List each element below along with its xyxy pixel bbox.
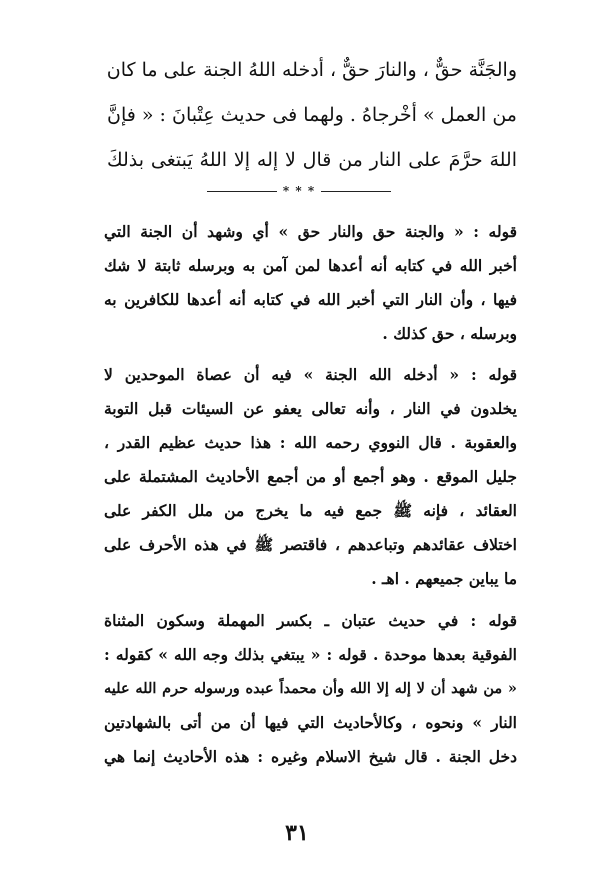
paragraph-line: ما يباين جميعهم . اهـ . [371, 569, 517, 588]
paragraph-line: الفوقية بعدها موحدة . قوله : « يبتغي بذلك وجه الله » كقوله : [104, 645, 517, 664]
paragraph-line: قوله : « والجنة حق والنار حق » أي وشهد أن الجنة التي [104, 222, 517, 241]
commentary-paragraph [104, 358, 517, 596]
paragraph-line: دخل الجنة . قال شيخ الاسلام وغيره : هذه الأحاديث إنما هي [104, 747, 517, 766]
paragraph-line: « من شهد أن لا إله إلا الله وأن محمداً عبده ورسوله حرم الله عليه [104, 680, 517, 697]
page-number: ٣١ [285, 820, 309, 846]
divider-rule-right [321, 191, 391, 192]
hadith-line: من العمل » أخْرجاهُ . ولهما فى حديث عِتْبانَ : « فإنَّ [107, 104, 517, 126]
section-divider [206, 181, 392, 201]
commentary-paragraph [104, 604, 517, 774]
hadith-line: اللهَ حرَّمَ على النار من قال لا إله إلا اللهُ يَبتغى بذلكَ [107, 149, 517, 171]
paragraph-line: قوله : في حديث عتبان ـ بكسر المهملة وسكون المثناة [104, 611, 517, 630]
paragraph-line: النار » ونحوه ، وكالأحاديث التي فيها أن من أتى بالشهادتين [104, 713, 517, 732]
paragraph-line: جليل الموقع . وهو أجمع أو من أجمع الأحاديث المشتملة على [104, 467, 517, 486]
hadith-text [107, 48, 517, 183]
paragraph-line: أخبر الله في كتابه أنه أعدها لمن آمن به وبرسله ثابتة لا شك [104, 256, 517, 275]
paragraph-line: يخلدون في النار ، وأنه تعالى يعفو عن السيئات قبل التوبة [104, 399, 517, 418]
paragraph-line: والعقوبة . قال النووي رحمه الله : هذا حديث عظيم القدر ، [104, 433, 517, 452]
divider-stars: * * * [282, 184, 316, 198]
paragraph-line: العقائد ، فإنه ﷺ جمع فيه ما يخرج من ملل الكفر على [104, 501, 517, 520]
hadith-line: والجَنَّة حقٌّ ، والنارَ حقٌّ ، أدخله اللهُ الجنة على ما كان [106, 59, 517, 81]
commentary-paragraph [104, 215, 517, 351]
paragraph-line: فيها ، وأن النار التي أخبر الله في كتابه أنه أعدها للكافرين به [104, 290, 517, 309]
paragraph-line: قوله : « أدخله الله الجنة » فيه أن عصاة الموحدين لا [104, 365, 517, 384]
divider-rule-left [207, 191, 277, 192]
paragraph-line: اختلاف عقائدهم وتباعدهم ، فاقتصر ﷺ في هذه الأحرف على [104, 535, 517, 554]
paragraph-line: وبرسله ، حق كذلك . [382, 324, 517, 343]
